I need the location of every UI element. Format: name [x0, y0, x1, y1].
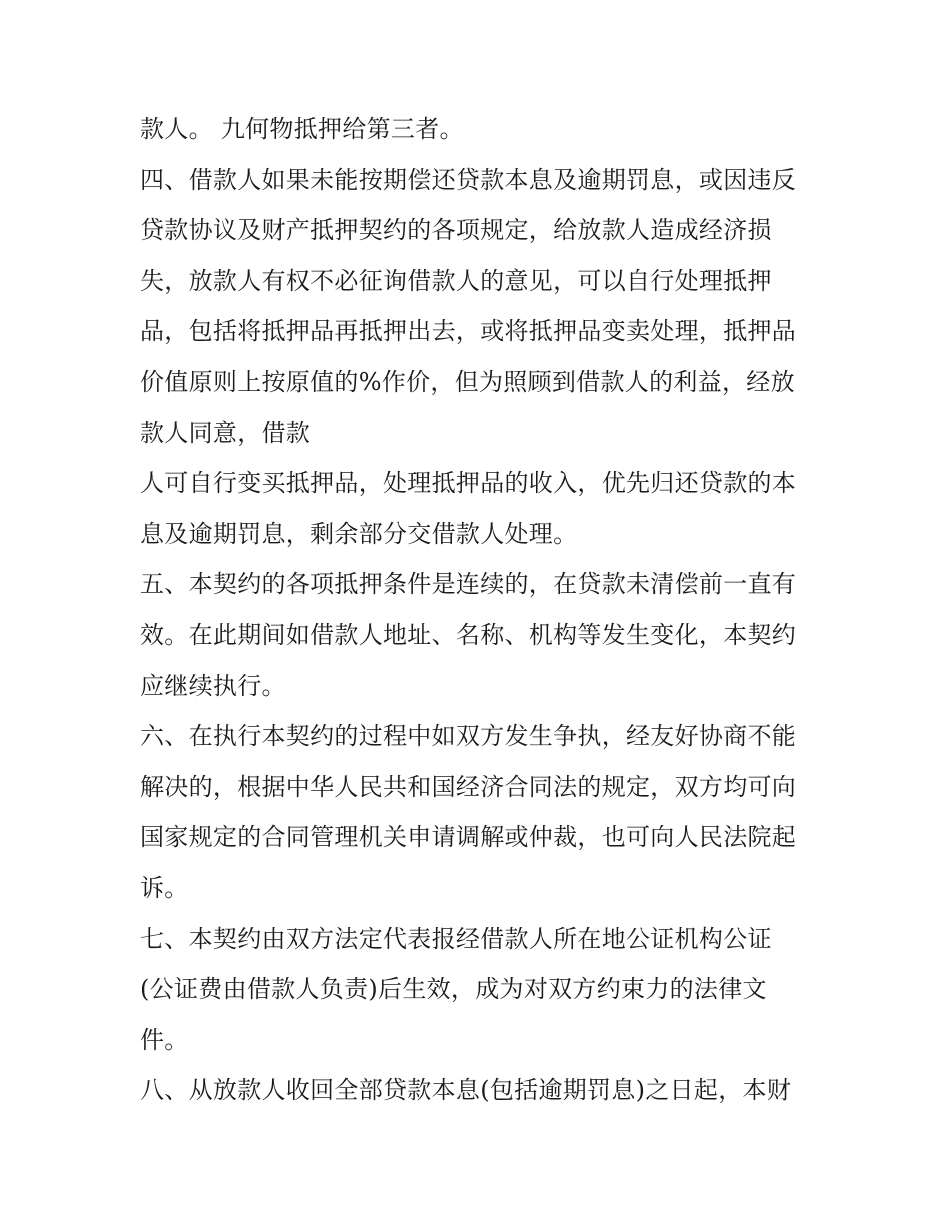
- text-line: 价值原则上按原值的%作价，但为照顾到借款人的利益，经放: [140, 367, 795, 396]
- text-line: 贷款协议及财产抵押契约的各项规定，给放款人造成经济损: [140, 216, 772, 245]
- text-line: 六、在执行本契约的过程中如双方发生争执，经友好协商不能: [140, 722, 797, 751]
- text-line: 国家规定的合同管理机关申请调解或仲裁，也可向人民法院起: [140, 823, 797, 852]
- text-line: 应继续执行。: [140, 671, 286, 700]
- text-line: (公证费由借款人负责)后生效，成为对双方约束力的法律文: [140, 975, 767, 1004]
- text-line: 件。: [140, 1025, 189, 1054]
- text-line: 四、借款人如果未能按期偿还贷款本息及逾期罚息，或因违反: [140, 165, 797, 194]
- text-line: 息及逾期罚息，剩余部分交借款人处理。: [140, 519, 578, 548]
- document-body: [140, 104, 812, 1116]
- text-line: 诉。: [140, 873, 189, 902]
- text-line: 失，放款人有权不必征询借款人的意见，可以自行处理抵押: [140, 266, 772, 295]
- text-line: 效。在此期间如借款人地址、名称、机构等发生变化，本契约: [140, 620, 797, 649]
- text-line: 五、本契约的各项抵押条件是连续的，在贷款未清偿前一直有: [140, 570, 797, 599]
- text-line: 解决的，根据中华人民共和国经济合同法的规定，双方均可向: [140, 772, 797, 801]
- text-line: 款人。 九何物抵押给第三者。: [140, 115, 464, 143]
- text-line: 品，包括将抵押品再抵押出去，或将抵押品变卖处理，抵押品: [140, 317, 797, 346]
- text-line: 八、从放款人收回全部贷款本息(包括逾期罚息)之日起，本财: [140, 1076, 792, 1105]
- text-line: 款人同意，借款: [140, 418, 311, 447]
- text-line: 七、本契约由双方法定代表报经借款人所在地公证机构公证: [140, 924, 772, 953]
- text-line: 人可自行变买抵押品，处理抵押品的收入，优先归还贷款的本: [140, 469, 797, 498]
